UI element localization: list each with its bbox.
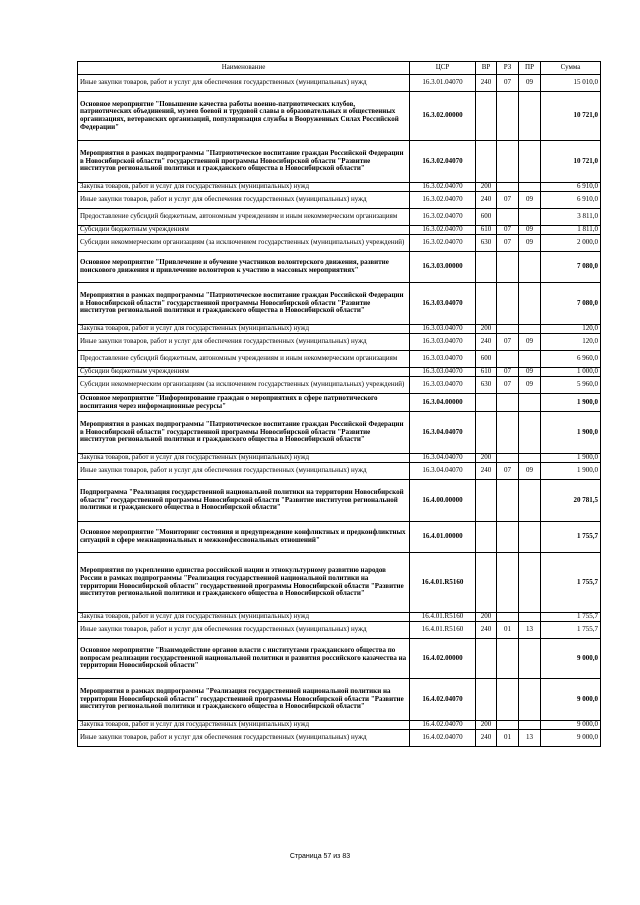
cell-rz: 07: [497, 334, 519, 351]
cell-pr: 09: [519, 368, 541, 377]
cell-rz: 07: [497, 235, 519, 252]
header-vr: ВР: [476, 62, 497, 75]
cell-rz: [497, 480, 519, 522]
table-row: [78, 553, 601, 613]
table-header-row: [78, 62, 601, 75]
cell-name: Мероприятия в рамках подпрограммы "Реализация государственной национальной политики на территории Новосибирской области" государственной программы Новосибирской области "Развитие институтов региональной политики и гражданского общества в Новосибирской области": [78, 679, 410, 721]
cell-name: Закупка товаров, работ и услуг для государственных (муниципальных) нужд: [78, 325, 410, 334]
cell-csr: 16.4.00.00000: [410, 480, 476, 522]
cell-pr: [519, 283, 541, 325]
table-row: [78, 283, 601, 325]
cell-pr: [519, 141, 541, 183]
cell-csr: 16.4.01.00000: [410, 522, 476, 553]
cell-name: Основное мероприятие "Привлечение и обучение участников волонтерского движения, развитие поискового движения и привлечение волонтеров к участию в массовых мероприятиях": [78, 252, 410, 283]
cell-name: Иные закупки товаров, работ и услуг для обеспечения государственных (муниципальных) нужд: [78, 463, 410, 480]
cell-name: Субсидии бюджетным учреждениям: [78, 368, 410, 377]
cell-sum: 6 910,0: [541, 183, 601, 192]
cell-vr: 240: [476, 463, 497, 480]
cell-csr: 16.4.01.R5160: [410, 553, 476, 613]
cell-csr: 16.3.04.00000: [410, 394, 476, 412]
cell-rz: [497, 283, 519, 325]
cell-sum: 1 900,0: [541, 394, 601, 412]
header-sum: Сумма: [541, 62, 601, 75]
cell-csr: 16.3.04.04070: [410, 412, 476, 454]
table-row: [78, 721, 601, 730]
cell-sum: 2 000,0: [541, 235, 601, 252]
header-name: Наименование: [78, 62, 410, 75]
cell-name: Иные закупки товаров, работ и услуг для обеспечения государственных (муниципальных) нужд: [78, 75, 410, 92]
cell-csr: 16.3.03.00000: [410, 252, 476, 283]
cell-vr: 630: [476, 377, 497, 394]
cell-pr: 09: [519, 192, 541, 209]
cell-pr: 13: [519, 730, 541, 747]
cell-pr: [519, 480, 541, 522]
budget-table: [77, 61, 601, 747]
cell-rz: [497, 92, 519, 141]
cell-pr: [519, 679, 541, 721]
table-row: [78, 613, 601, 622]
cell-vr: 240: [476, 622, 497, 639]
cell-rz: 07: [497, 368, 519, 377]
cell-name: Закупка товаров, работ и услуг для государственных (муниципальных) нужд: [78, 454, 410, 463]
cell-csr: 16.3.02.04070: [410, 183, 476, 192]
cell-sum: 1 900,0: [541, 463, 601, 480]
table-row: [78, 522, 601, 553]
cell-csr: 16.3.02.00000: [410, 92, 476, 141]
cell-rz: [497, 325, 519, 334]
cell-sum: 1 000,0: [541, 368, 601, 377]
cell-vr: 600: [476, 351, 497, 368]
cell-pr: [519, 553, 541, 613]
cell-sum: 10 721,0: [541, 141, 601, 183]
table-row: [78, 622, 601, 639]
cell-sum: 15 010,0: [541, 75, 601, 92]
cell-rz: [497, 141, 519, 183]
cell-pr: [519, 252, 541, 283]
cell-rz: [497, 522, 519, 553]
cell-name: Предоставление субсидий бюджетным, автономным учреждениям и иным некоммерческим организациям: [78, 209, 410, 226]
cell-vr: 610: [476, 368, 497, 377]
cell-csr: 16.3.04.04070: [410, 454, 476, 463]
cell-csr: 16.3.02.04070: [410, 141, 476, 183]
cell-csr: 16.3.03.04070: [410, 368, 476, 377]
cell-sum: 1 900,0: [541, 454, 601, 463]
cell-rz: [497, 394, 519, 412]
cell-pr: [519, 351, 541, 368]
cell-sum: 6 960,0: [541, 351, 601, 368]
cell-rz: 07: [497, 226, 519, 235]
cell-csr: 16.4.01.R5160: [410, 613, 476, 622]
cell-name: Мероприятия в рамках подпрограммы "Патриотическое воспитание граждан Российской Федерации в Новосибирской области" государственной программы Новосибирской области "Развитие институтов региональной политики и гражданского общества в Новосибирской области": [78, 141, 410, 183]
header-csr: ЦСР: [410, 62, 476, 75]
cell-csr: 16.4.02.04070: [410, 730, 476, 747]
cell-pr: [519, 209, 541, 226]
cell-csr: 16.4.02.04070: [410, 679, 476, 721]
cell-vr: 630: [476, 235, 497, 252]
cell-rz: [497, 721, 519, 730]
table-body: [78, 75, 601, 747]
table-row: [78, 351, 601, 368]
cell-pr: 09: [519, 463, 541, 480]
cell-csr: 16.3.03.04070: [410, 377, 476, 394]
table-row: [78, 92, 601, 141]
cell-vr: [476, 394, 497, 412]
cell-name: Субсидии некоммерческим организациям (за исключением государственных (муниципальных) учреждений): [78, 235, 410, 252]
table-row: [78, 252, 601, 283]
cell-rz: 07: [497, 377, 519, 394]
cell-sum: 7 080,0: [541, 283, 601, 325]
table-row: [78, 226, 601, 235]
cell-sum: 9 000,0: [541, 721, 601, 730]
cell-rz: [497, 183, 519, 192]
cell-sum: 9 000,0: [541, 639, 601, 679]
cell-sum: 6 910,0: [541, 192, 601, 209]
cell-sum: 9 000,0: [541, 730, 601, 747]
cell-vr: [476, 141, 497, 183]
cell-pr: [519, 613, 541, 622]
cell-csr: 16.3.02.04070: [410, 235, 476, 252]
cell-pr: [519, 183, 541, 192]
cell-rz: 01: [497, 730, 519, 747]
cell-csr: 16.3.03.04070: [410, 351, 476, 368]
header-rz: РЗ: [497, 62, 519, 75]
cell-name: Мероприятия в рамках подпрограммы "Патриотическое воспитание граждан Российской Федерации в Новосибирской области" государственной программы Новосибирской области "Развитие институтов региональной политики и гражданского общества в Новосибирской области": [78, 412, 410, 454]
cell-rz: [497, 412, 519, 454]
cell-name: Иные закупки товаров, работ и услуг для обеспечения государственных (муниципальных) нужд: [78, 622, 410, 639]
cell-vr: 240: [476, 334, 497, 351]
cell-pr: [519, 639, 541, 679]
cell-sum: 120,0: [541, 325, 601, 334]
cell-vr: 200: [476, 325, 497, 334]
cell-name: Мероприятия в рамках подпрограммы "Патриотическое воспитание граждан Российской Федерации в Новосибирской области" государственной программы Новосибирской области "Развитие институтов региональной политики и гражданского общества в Новосибирской области": [78, 283, 410, 325]
cell-name: Закупка товаров, работ и услуг для государственных (муниципальных) нужд: [78, 721, 410, 730]
table-row: [78, 325, 601, 334]
cell-sum: 120,0: [541, 334, 601, 351]
cell-sum: 20 781,5: [541, 480, 601, 522]
cell-pr: 09: [519, 377, 541, 394]
cell-rz: [497, 553, 519, 613]
table-row: [78, 394, 601, 412]
table-row: [78, 679, 601, 721]
table-row: [78, 141, 601, 183]
cell-name: Основное мероприятие "Повышение качества работы военно-патриотических клубов, патриотических объединений, музеев боевой и трудовой славы в образовательных и общественных организациях, ветеранских организаций, популяризация службы в Вооруженных Силах Российской Федерации": [78, 92, 410, 141]
cell-rz: [497, 252, 519, 283]
cell-sum: 1 755,7: [541, 622, 601, 639]
cell-pr: 09: [519, 235, 541, 252]
cell-rz: 01: [497, 622, 519, 639]
cell-sum: 3 811,0: [541, 209, 601, 226]
cell-name: Основное мероприятие "Мониторинг состояния и предупреждение конфликтных и предконфликтных ситуаций в сфере межнациональных и межконфессиональных отношений": [78, 522, 410, 553]
table-row: [78, 463, 601, 480]
cell-name: Субсидии бюджетным учреждениям: [78, 226, 410, 235]
cell-name: Основное мероприятие "Информирование граждан о мероприятиях в сфере патриотического воспитания через информационные ресурсы": [78, 394, 410, 412]
cell-name: Предоставление субсидий бюджетным, автономным учреждениям и иным некоммерческим организациям: [78, 351, 410, 368]
cell-name: Закупка товаров, работ и услуг для государственных (муниципальных) нужд: [78, 183, 410, 192]
cell-csr: 16.4.02.04070: [410, 721, 476, 730]
cell-pr: 09: [519, 75, 541, 92]
table-row: [78, 639, 601, 679]
cell-csr: 16.3.02.04070: [410, 192, 476, 209]
cell-pr: 09: [519, 226, 541, 235]
page-number: Страница 57 из 83: [289, 853, 351, 860]
cell-rz: [497, 613, 519, 622]
cell-name: Иные закупки товаров, работ и услуг для обеспечения государственных (муниципальных) нужд: [78, 192, 410, 209]
table-row: [78, 75, 601, 92]
cell-rz: 07: [497, 463, 519, 480]
cell-rz: 07: [497, 75, 519, 92]
cell-name: Иные закупки товаров, работ и услуг для обеспечения государственных (муниципальных) нужд: [78, 730, 410, 747]
cell-name: Закупка товаров, работ и услуг для государственных (муниципальных) нужд: [78, 613, 410, 622]
table-row: [78, 368, 601, 377]
cell-name: Субсидии некоммерческим организациям (за исключением государственных (муниципальных) учреждений): [78, 377, 410, 394]
cell-pr: [519, 325, 541, 334]
cell-name: Основное мероприятие "Взаимодействие органов власти с институтами гражданского общества по вопросам реализации государственной национальной политики и развития российского казачества на территории Новосибирской области": [78, 639, 410, 679]
cell-sum: 9 000,0: [541, 679, 601, 721]
cell-rz: [497, 639, 519, 679]
cell-csr: 16.4.01.R5160: [410, 622, 476, 639]
cell-csr: 16.3.04.04070: [410, 463, 476, 480]
table-row: [78, 334, 601, 351]
cell-rz: [497, 454, 519, 463]
cell-vr: [476, 639, 497, 679]
cell-vr: [476, 480, 497, 522]
cell-vr: [476, 252, 497, 283]
table-row: [78, 454, 601, 463]
cell-vr: [476, 412, 497, 454]
cell-csr: 16.3.02.04070: [410, 226, 476, 235]
cell-sum: 5 960,0: [541, 377, 601, 394]
table-row: [78, 235, 601, 252]
cell-pr: [519, 92, 541, 141]
cell-vr: 610: [476, 226, 497, 235]
cell-name: Подпрограмма "Реализация государственной национальной политики на территории Новосибирской области" государственной программы Новосибирской области "Развитие институтов региональной политики и гражданского общества в Новосибирской области": [78, 480, 410, 522]
cell-sum: 1 755,7: [541, 613, 601, 622]
cell-rz: [497, 351, 519, 368]
cell-vr: 200: [476, 721, 497, 730]
cell-csr: 16.3.02.04070: [410, 209, 476, 226]
cell-pr: [519, 412, 541, 454]
cell-pr: [519, 522, 541, 553]
table-row: [78, 730, 601, 747]
cell-name: Иные закупки товаров, работ и услуг для обеспечения государственных (муниципальных) нужд: [78, 334, 410, 351]
table-row: [78, 412, 601, 454]
cell-csr: 16.3.03.04070: [410, 334, 476, 351]
cell-sum: 7 080,0: [541, 252, 601, 283]
table-row: [78, 192, 601, 209]
cell-csr: 16.3.01.04070: [410, 75, 476, 92]
cell-vr: 600: [476, 209, 497, 226]
cell-vr: 200: [476, 613, 497, 622]
cell-pr: [519, 454, 541, 463]
cell-vr: [476, 92, 497, 141]
cell-csr: 16.4.02.00000: [410, 639, 476, 679]
table-row: [78, 183, 601, 192]
cell-pr: 09: [519, 334, 541, 351]
cell-vr: 200: [476, 183, 497, 192]
cell-rz: [497, 209, 519, 226]
table-row: [78, 377, 601, 394]
cell-vr: 240: [476, 192, 497, 209]
table-row: [78, 209, 601, 226]
cell-pr: [519, 394, 541, 412]
header-pr: ПР: [519, 62, 541, 75]
cell-sum: 10 721,0: [541, 92, 601, 141]
cell-vr: [476, 553, 497, 613]
cell-name: Мероприятия по укреплению единства российской нации и этнокультурному развитию народов России в рамках подпрограммы "Реализация государственной национальной политики на территории Новосибирской области" государственной программы Новосибирской области "Развитие институтов региональной политики и гражданского общества в Новосибирской области": [78, 553, 410, 613]
cell-sum: 1 900,0: [541, 412, 601, 454]
cell-rz: [497, 679, 519, 721]
cell-sum: 1 811,0: [541, 226, 601, 235]
cell-vr: [476, 283, 497, 325]
cell-rz: 07: [497, 192, 519, 209]
table-row: [78, 480, 601, 522]
cell-sum: 1 755,7: [541, 522, 601, 553]
cell-pr: [519, 721, 541, 730]
cell-pr: 13: [519, 622, 541, 639]
cell-csr: 16.3.03.04070: [410, 283, 476, 325]
cell-vr: 240: [476, 75, 497, 92]
cell-vr: [476, 522, 497, 553]
cell-vr: [476, 679, 497, 721]
cell-sum: 1 755,7: [541, 553, 601, 613]
cell-csr: 16.3.03.04070: [410, 325, 476, 334]
cell-vr: 240: [476, 730, 497, 747]
cell-vr: 200: [476, 454, 497, 463]
